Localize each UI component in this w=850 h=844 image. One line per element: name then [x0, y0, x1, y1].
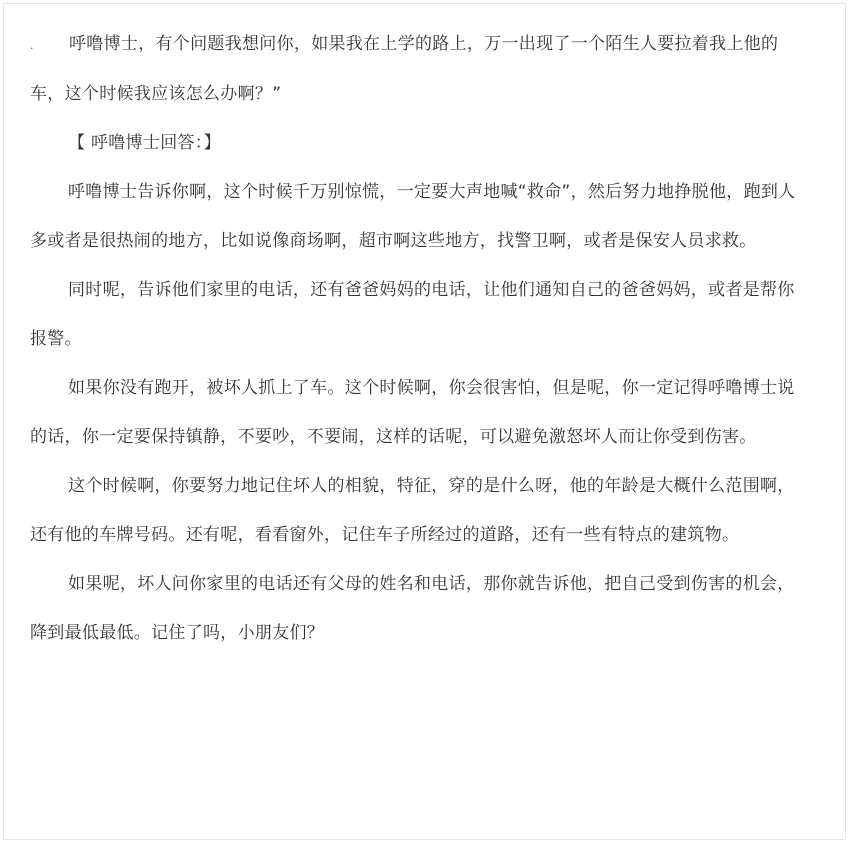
article-body: [30, 20, 800, 658]
paragraph-answer-heading: 【 呼噜博士回答：】: [68, 133, 221, 153]
lead-marker: .: [30, 39, 34, 52]
paragraph: 呼噜博士告诉你啊，这个时候千万别惊慌，一定要大声地喊“救命”，然后努力地挣脱他，跑到人多或者是很热闹的地方，比如说像商场啊，超市啊这些地方，找警卫啊，或者是保安人员求救。: [30, 182, 796, 251]
paragraph-question: [30, 20, 800, 119]
paragraph-question-text: 呼噜博士，有个问题我想问你，如果我在上学的路上，万一出现了一个陌生人要拉着我上他的车，这个时候我应该怎么办啊？”: [30, 34, 779, 104]
paragraph: 如果呢，坏人问你家里的电话还有父母的姓名和电话，那你就告诉他，把自己受到伤害的机会，降到最低最低。记住了吗，小朋友们？: [30, 574, 795, 643]
paragraph: 同时呢，告诉他们家里的电话，还有爸爸妈妈的电话，让他们通知自己的爸爸妈妈，或者是帮你报警。: [30, 280, 795, 349]
paragraph: 这个时候啊，你要努力地记住坏人的相貌，特征，穿的是什么呀，他的年龄是大概什么范围啊，还有他的车牌号码。还有呢，看看窗外，记住车子所经过的道路，还有一些有特点的建筑物。: [30, 476, 795, 545]
paragraph: 如果你没有跑开，被坏人抓上了车。这个时候啊，你会很害怕，但是呢，你一定记得呼噜博士说的话，你一定要保持镇静，不要吵，不要闹，这样的话呢，可以避免激怒坏人而让你受到伤害。: [30, 378, 795, 447]
